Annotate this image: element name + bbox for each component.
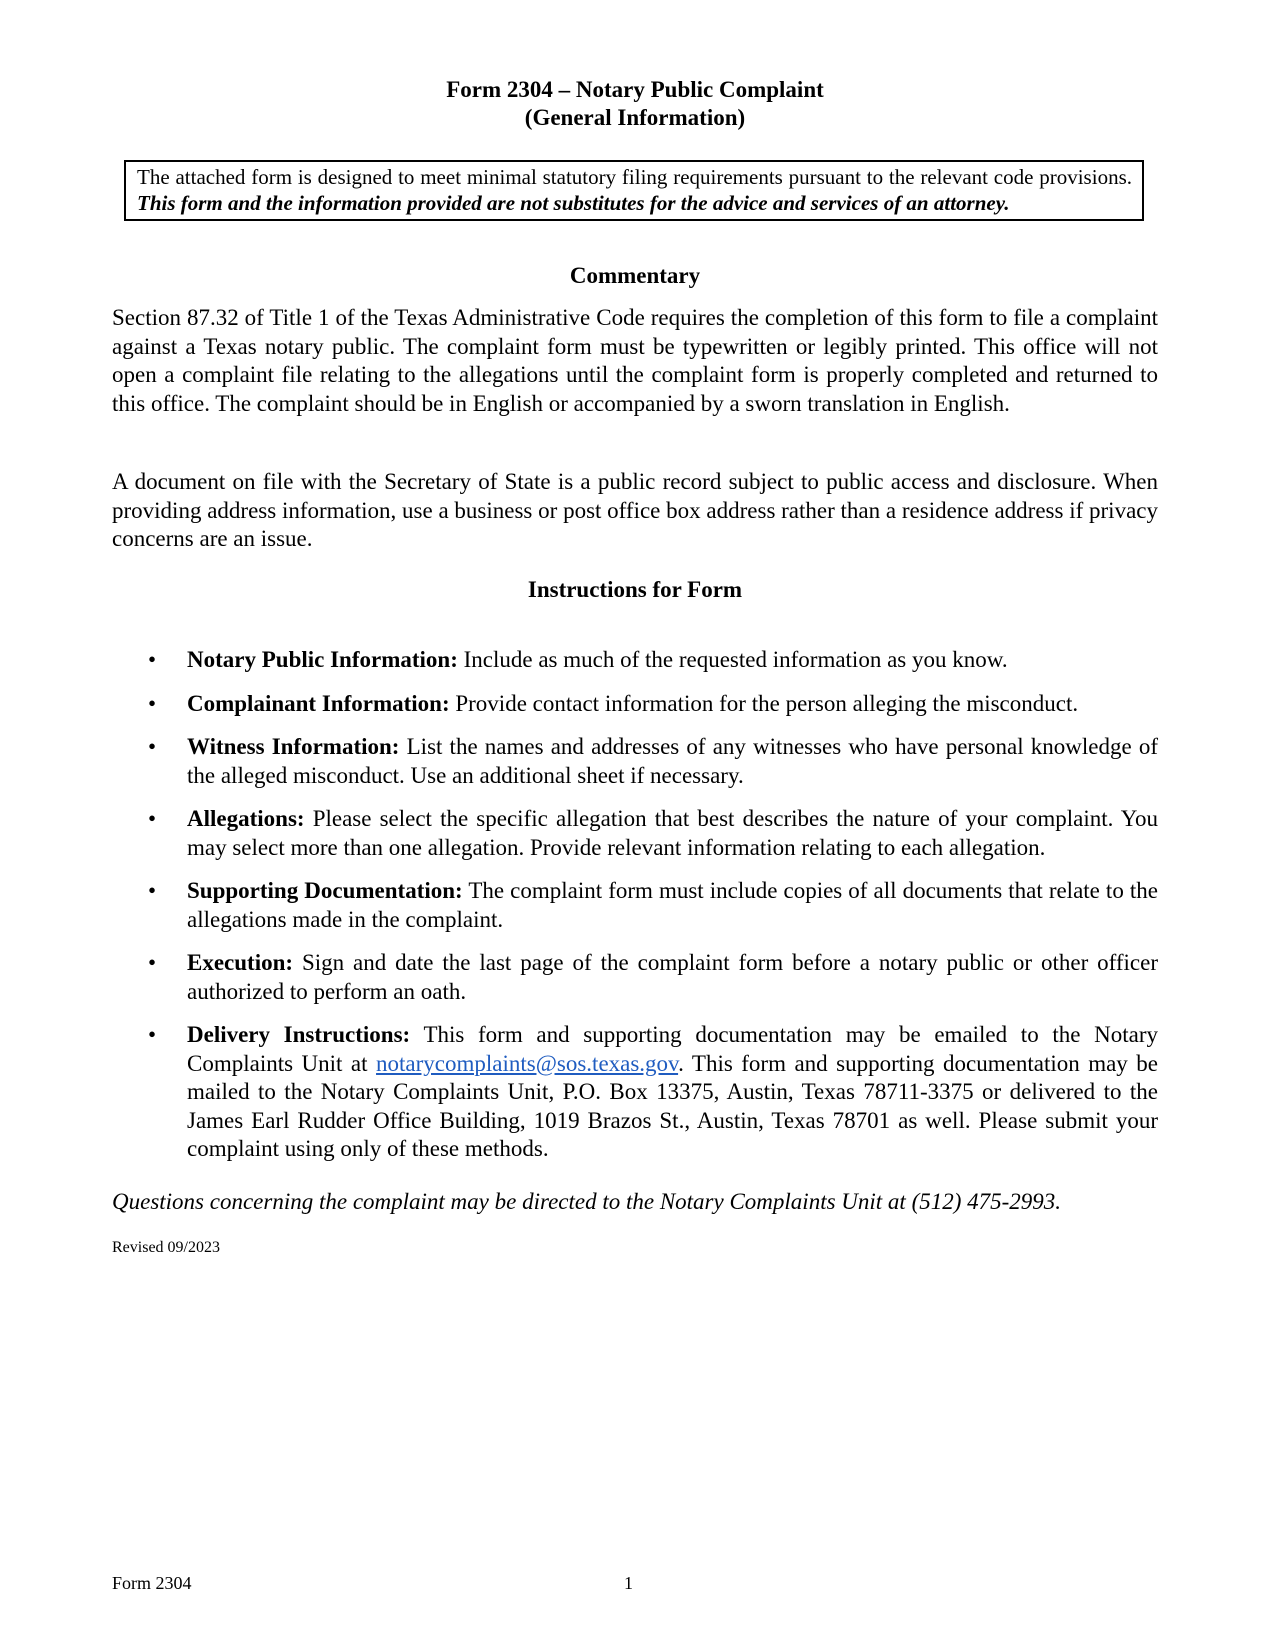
delivery-text-after: . This form and supporting documentation may be mailed to the Notary Complaints Unit, P.O. Box 13375, Austin, Texas 78711-3375 or delivered to the James Earl Rudder Office Building, 1019 Brazos St., Austin, Texas 78701 as well. Please submit your complaint using only of these methods.: [187, 1050, 1159, 1161]
instruction-item-allegations: [112, 805, 1158, 862]
disclaimer-emphasis: This form and the information provided are not substitutes for the advice and services of an attorney.: [137, 191, 1010, 215]
instruction-label: Witness Information:: [187, 734, 400, 759]
bullet-marker: •: [148, 734, 157, 759]
commentary-heading: Commentary: [569, 263, 701, 288]
instruction-label: Supporting Documentation:: [187, 878, 463, 903]
bullet-marker: •: [148, 647, 157, 672]
instruction-label: Complainant Information:: [187, 690, 450, 716]
disclaimer-box: [124, 160, 1144, 221]
instruction-text: Provide contact information for the person alleging the misconduct.: [455, 690, 1079, 716]
bullet-marker: •: [148, 1022, 157, 1047]
footer-page-number: 1: [624, 1573, 633, 1593]
document-page: [112, 0, 1158, 1649]
commentary-paragraph-2: A document on file with the Secretary of State is a public record subject to public access and disclosure. When providing address information, use a business or post office box address rather than a residence address if privacy concerns are an issue.: [112, 469, 1158, 551]
title-line-2: (General Information): [524, 105, 746, 130]
bullet-marker: •: [148, 878, 157, 903]
instructions-list: [112, 646, 1158, 1179]
instruction-text: Include as much of the requested information as you know.: [463, 647, 1008, 672]
instruction-label: Execution:: [187, 950, 294, 975]
bullet-marker: •: [148, 690, 157, 716]
instruction-item-complainant: [112, 690, 1158, 719]
instruction-label: Notary Public Information:: [187, 647, 458, 672]
questions-note: Questions concerning the complaint may be directed to the Notary Complaints Unit at (512) 475-2993.: [112, 1189, 1062, 1214]
delivery-text-before: This form and supporting documentation may be emailed to the Notary Complaints Unit at: [187, 1022, 1159, 1076]
instruction-item-supporting-documentation: [112, 877, 1158, 934]
instructions-heading: Instructions for Form: [527, 577, 743, 602]
instruction-item-notary-public: [112, 646, 1158, 675]
instruction-text: List the names and addresses of any witnesses who have personal knowledge of the alleged misconduct. Use an additional sheet if necessary.: [187, 734, 1159, 788]
instruction-item-execution: [112, 949, 1158, 1006]
bullet-marker: •: [148, 950, 157, 975]
email-link[interactable]: notarycomplaints@sos.texas.gov: [376, 1050, 679, 1076]
bullet-marker: •: [148, 806, 157, 831]
page-title: [112, 76, 1158, 132]
instruction-text: Sign and date the last page of the complaint form before a notary public or other officer authorized to perform an oath.: [187, 950, 1158, 1004]
disclaimer-text: The attached form is designed to meet minimal statutory filing requirements pursuant to the relevant code provisions.: [137, 165, 1132, 189]
instruction-label: Allegations:: [187, 806, 305, 831]
footer-form-label: Form 2304: [112, 1573, 192, 1593]
instruction-label: Delivery Instructions:: [187, 1022, 411, 1047]
instruction-text: Please select the specific allegation that best describes the nature of your complaint. You may select more than one allegation. Provide relevant information relating to each allegation.: [187, 806, 1159, 860]
commentary-paragraph-1: Section 87.32 of Title 1 of the Texas Administrative Code requires the completion of this form to file a complaint against a Texas notary public. The complaint form must be typewritten or legibly printed. This office will not open a complaint file relating to the allegations until the complaint form is properly completed and returned to this office. The complaint should be in English or accompanied by a sworn translation in English.: [112, 305, 1158, 416]
instruction-item-witness: [112, 733, 1158, 790]
title-line-1: Form 2304 – Notary Public Complaint: [446, 77, 824, 102]
revision-date: Revised 09/2023: [112, 1239, 220, 1256]
instruction-text: The complaint form must include copies of all documents that relate to the allegations made in the complaint.: [187, 878, 1158, 932]
instruction-item-delivery: [112, 1021, 1158, 1164]
